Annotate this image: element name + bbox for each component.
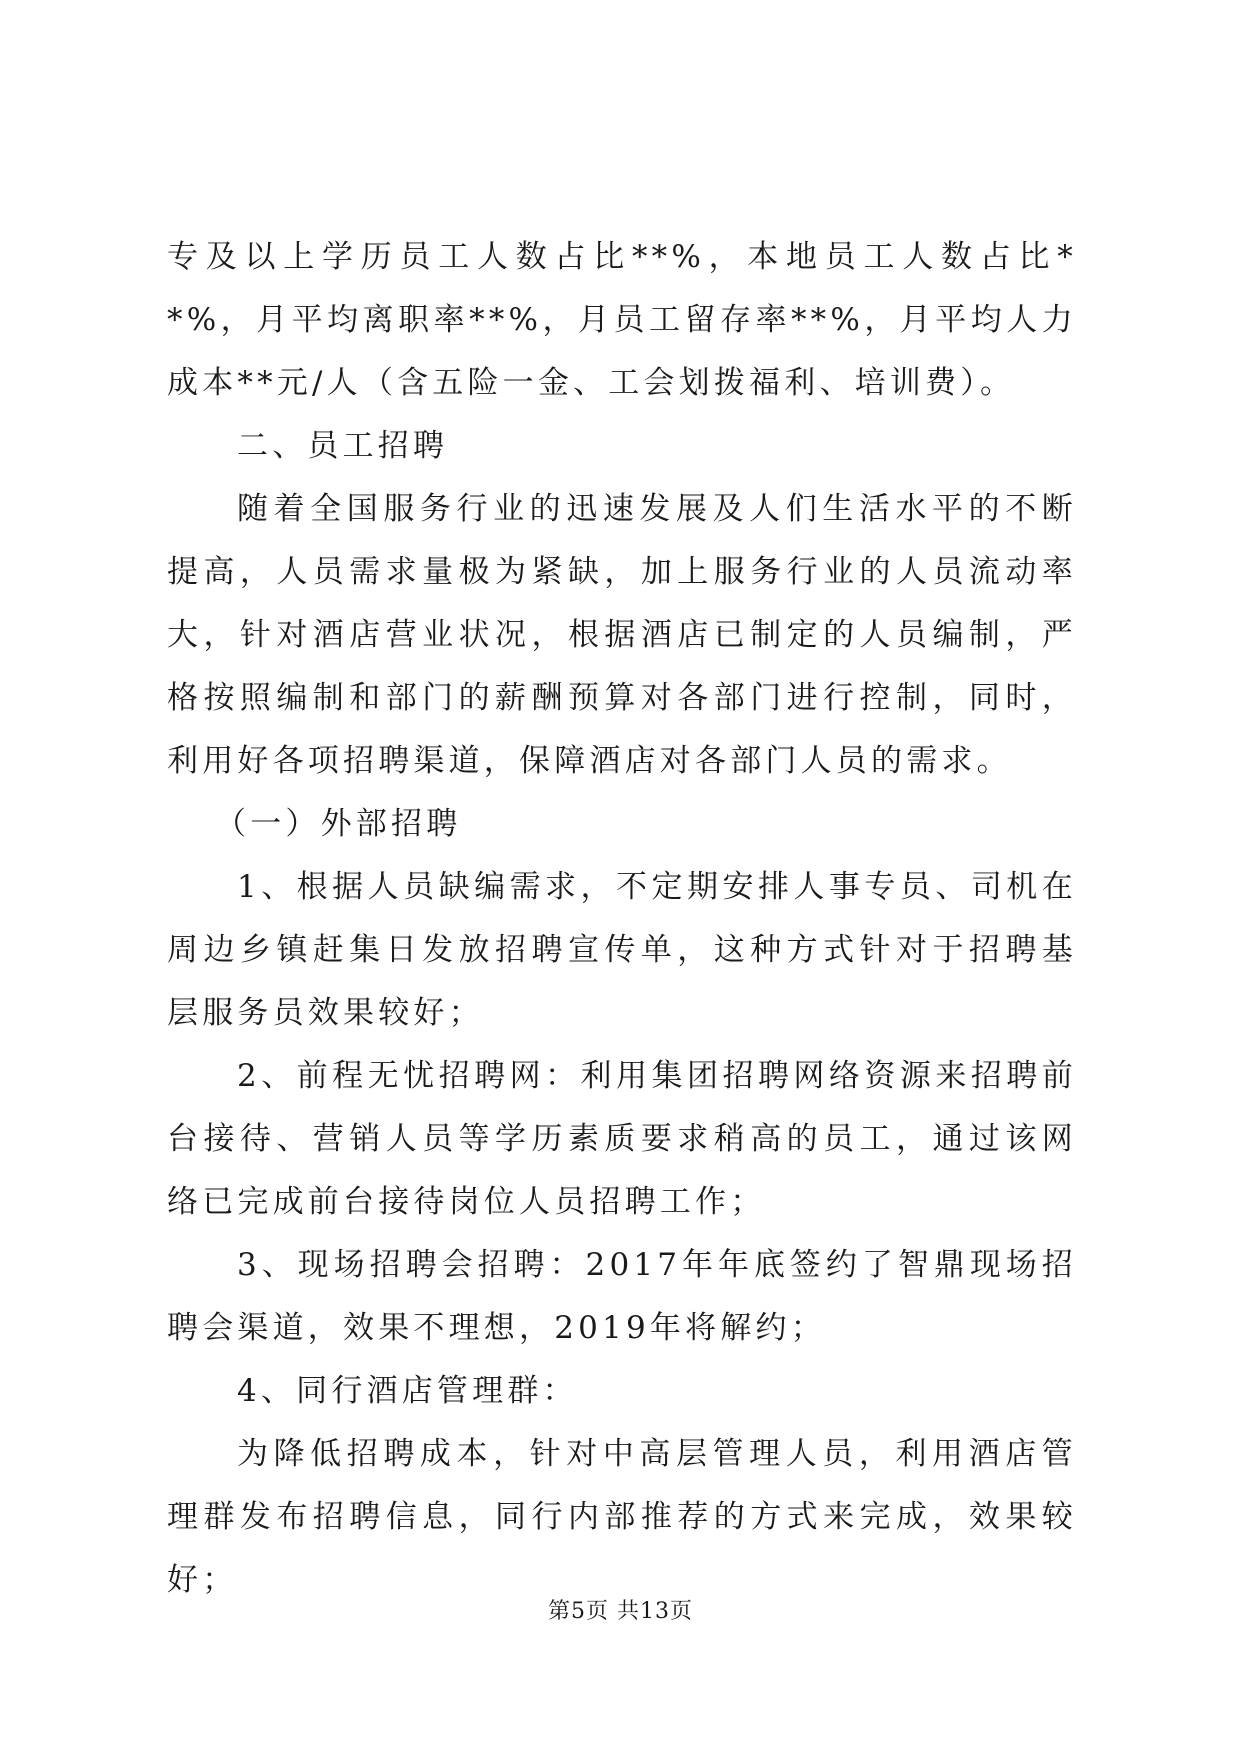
paragraph-list-item-4-detail: 为降低招聘成本，针对中高层管理人员，利用酒店管理群发布招聘信息，同行内部推荐的方式来完成，效果较好；	[167, 1436, 1077, 1598]
document-body	[167, 226, 1077, 1612]
list-item-4: 4、同行酒店管理群：	[237, 1373, 578, 1409]
paragraph-continuation: 专及以上学历员工人数占比**%，本地员工人数占比**%，月平均离职率**%，月员工留存率**%，月平均人力成本**元/人（含五险一金、工会划拨福利、培训费）。	[167, 239, 1077, 401]
list-item-1: 1、根据人员缺编需求，不定期安排人事专员、司机在周边乡镇赶集日发放招聘宣传单，这种方式针对于招聘基层服务员效果较好；	[167, 869, 1077, 1031]
paragraph-recruitment-intro: 随着全国服务行业的迅速发展及人们生活水平的不断提高，人员需求量极为紧缺，加上服务行业的人员流动率大，针对酒店营业状况，根据酒店已制定的人员编制，严格按照编制和部门的薪酬预算对各部门进行控制，同时，利用好各项招聘渠道，保障酒店对各部门人员的需求。	[167, 491, 1077, 779]
subsection-heading-external: （一）外部招聘	[215, 806, 462, 842]
section-heading-recruitment: 二、员工招聘	[237, 428, 449, 464]
page-number-footer: 第5页 共13页	[548, 1599, 693, 1624]
list-item-3: 3、现场招聘会招聘：2017年年底签约了智鼎现场招聘会渠道，效果不理想，2019年将解约；	[167, 1247, 1077, 1346]
list-item-2: 2、前程无忧招聘网：利用集团招聘网络资源来招聘前台接待、营销人员等学历素质要求稍高的员工，通过该网络已完成前台接待岗位人员招聘工作；	[167, 1058, 1077, 1220]
